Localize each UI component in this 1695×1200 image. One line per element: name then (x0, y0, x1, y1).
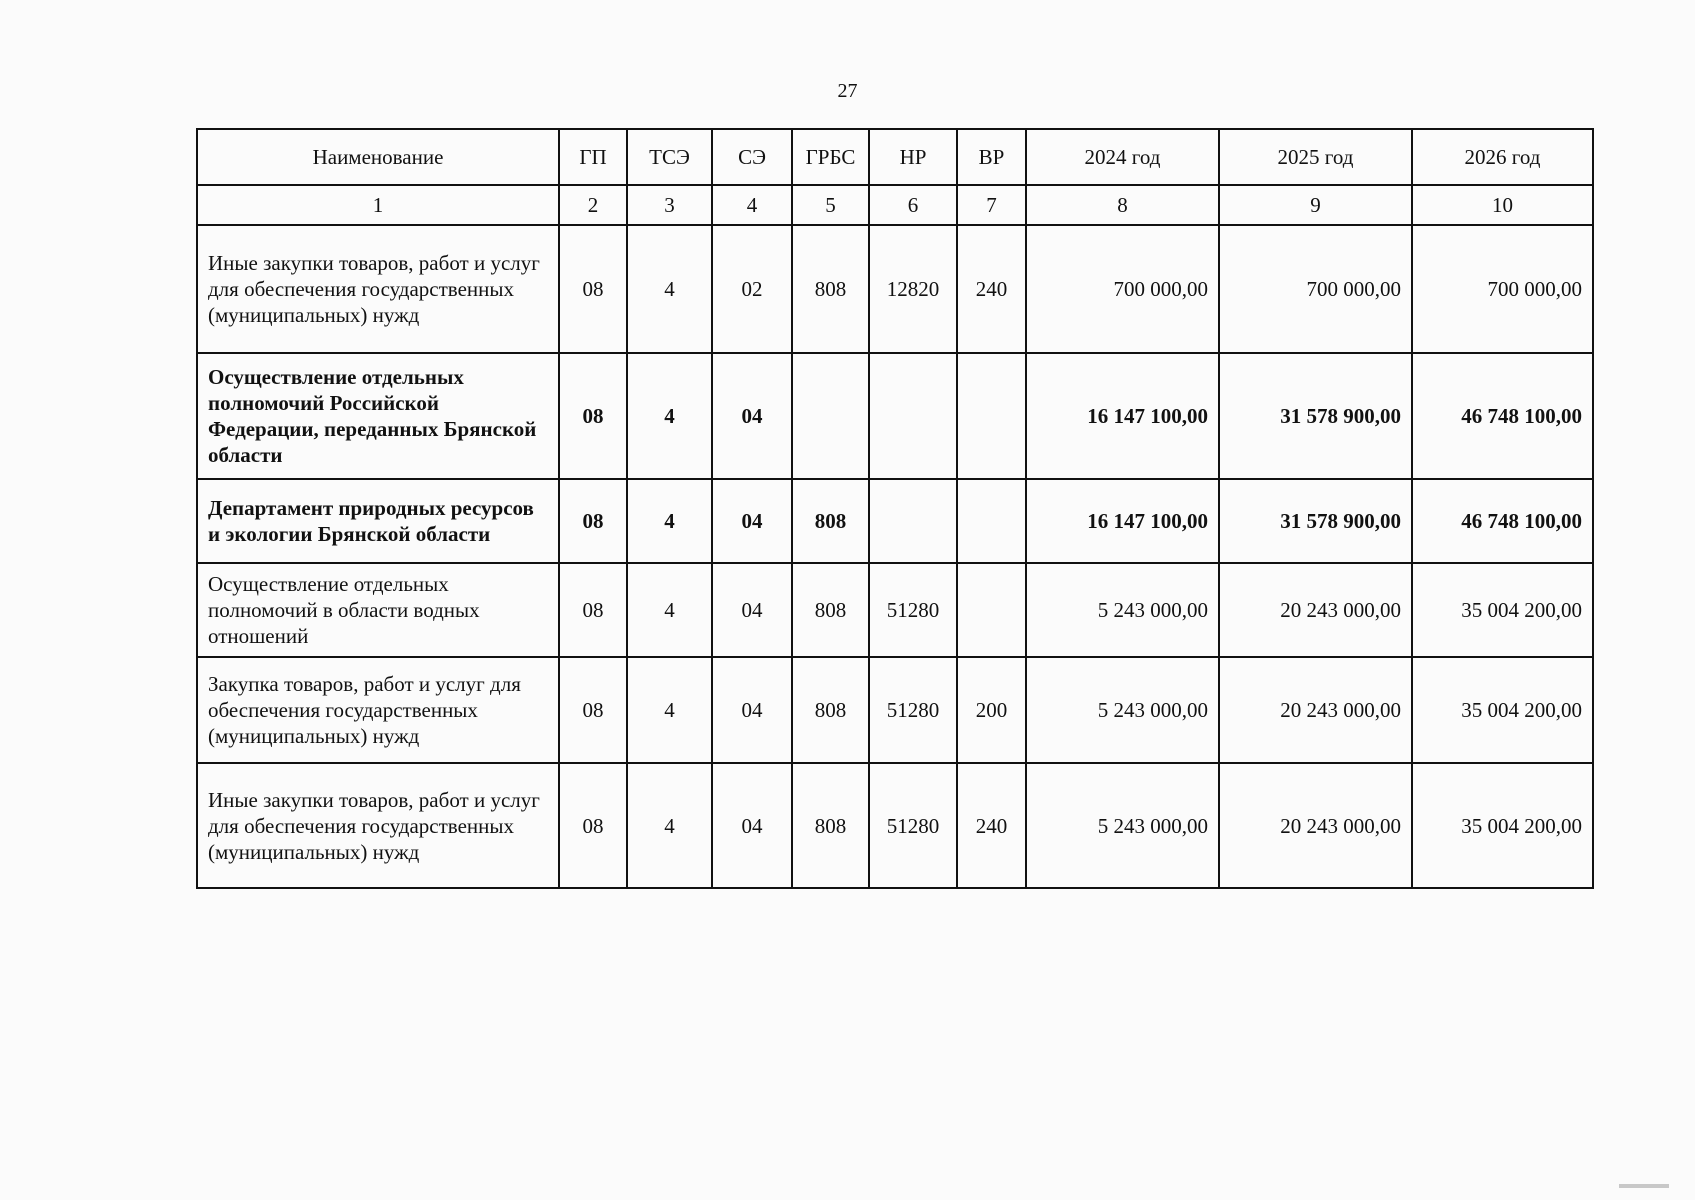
cell-gp: 08 (559, 657, 627, 763)
cell-nr: 51280 (869, 563, 957, 657)
row-name: Осуществление отдельных полномочий в области водных отношений (197, 563, 559, 657)
cell-se: 04 (712, 353, 792, 479)
cell-2026: 35 004 200,00 (1412, 657, 1593, 763)
cell-tse: 4 (627, 353, 712, 479)
cell-gp: 08 (559, 353, 627, 479)
cell-tse: 4 (627, 563, 712, 657)
column-number: 8 (1026, 185, 1219, 225)
header-cell-vr: ВР (957, 129, 1026, 185)
header-cell-gp: ГП (559, 129, 627, 185)
table-row (197, 657, 1593, 763)
header-cell-se: СЭ (712, 129, 792, 185)
cell-2024: 5 243 000,00 (1026, 657, 1219, 763)
cell-vr: 240 (957, 225, 1026, 353)
column-number: 2 (559, 185, 627, 225)
cell-nr: 51280 (869, 657, 957, 763)
cell-2024: 16 147 100,00 (1026, 353, 1219, 479)
cell-2025: 20 243 000,00 (1219, 657, 1412, 763)
cell-grbs: 808 (792, 657, 869, 763)
column-number: 4 (712, 185, 792, 225)
cell-tse: 4 (627, 657, 712, 763)
cell-2024: 16 147 100,00 (1026, 479, 1219, 563)
cell-grbs: 808 (792, 563, 869, 657)
cell-vr (957, 353, 1026, 479)
cell-2025: 31 578 900,00 (1219, 353, 1412, 479)
cell-gp: 08 (559, 479, 627, 563)
cell-grbs: 808 (792, 763, 869, 888)
column-number: 3 (627, 185, 712, 225)
row-name: Департамент природных ресурсов и экологии Брянской области (197, 479, 559, 563)
table-row (197, 353, 1593, 479)
cell-nr: 51280 (869, 763, 957, 888)
cell-se: 04 (712, 657, 792, 763)
cell-tse: 4 (627, 763, 712, 888)
column-number: 1 (197, 185, 559, 225)
cell-nr (869, 353, 957, 479)
scan-stamp-mark (1619, 1184, 1669, 1188)
header-cell-grbs: ГРБС (792, 129, 869, 185)
cell-gp: 08 (559, 763, 627, 888)
row-name: Осуществление отдельных полномочий Российской Федерации, переданных Брянской области (197, 353, 559, 479)
cell-se: 04 (712, 479, 792, 563)
cell-2026: 46 748 100,00 (1412, 479, 1593, 563)
cell-2025: 20 243 000,00 (1219, 563, 1412, 657)
budget-table (196, 128, 1594, 889)
table-row (197, 563, 1593, 657)
cell-se: 02 (712, 225, 792, 353)
header-cell-name: Наименование (197, 129, 559, 185)
row-name: Иные закупки товаров, работ и услуг для обеспечения государственных (муниципальных) нужд (197, 763, 559, 888)
cell-tse: 4 (627, 225, 712, 353)
cell-2025: 700 000,00 (1219, 225, 1412, 353)
cell-vr (957, 479, 1026, 563)
table-row (197, 763, 1593, 888)
cell-gp: 08 (559, 225, 627, 353)
row-name: Закупка товаров, работ и услуг для обеспечения государственных (муниципальных) нужд (197, 657, 559, 763)
column-number: 6 (869, 185, 957, 225)
cell-se: 04 (712, 763, 792, 888)
cell-vr (957, 563, 1026, 657)
column-number: 10 (1412, 185, 1593, 225)
cell-2024: 5 243 000,00 (1026, 563, 1219, 657)
cell-2024: 700 000,00 (1026, 225, 1219, 353)
cell-2025: 31 578 900,00 (1219, 479, 1412, 563)
page-number: 27 (837, 80, 858, 102)
cell-2026: 700 000,00 (1412, 225, 1593, 353)
cell-nr: 12820 (869, 225, 957, 353)
row-name: Иные закупки товаров, работ и услуг для обеспечения государственных (муниципальных) нужд (197, 225, 559, 353)
header-cell-2024: 2024 год (1026, 129, 1219, 185)
cell-2025: 20 243 000,00 (1219, 763, 1412, 888)
cell-gp: 08 (559, 563, 627, 657)
cell-grbs: 808 (792, 225, 869, 353)
cell-2026: 35 004 200,00 (1412, 563, 1593, 657)
column-number: 7 (957, 185, 1026, 225)
header-cell-nr: НР (869, 129, 957, 185)
header-row (197, 129, 1593, 185)
table-row (197, 225, 1593, 353)
cell-2026: 46 748 100,00 (1412, 353, 1593, 479)
cell-2026: 35 004 200,00 (1412, 763, 1593, 888)
header-cell-2025: 2025 год (1219, 129, 1412, 185)
column-numbering-row (197, 185, 1593, 225)
cell-se: 04 (712, 563, 792, 657)
cell-2024: 5 243 000,00 (1026, 763, 1219, 888)
column-number: 9 (1219, 185, 1412, 225)
table-row (197, 479, 1593, 563)
cell-grbs (792, 353, 869, 479)
cell-nr (869, 479, 957, 563)
cell-vr: 240 (957, 763, 1026, 888)
cell-tse: 4 (627, 479, 712, 563)
cell-grbs: 808 (792, 479, 869, 563)
column-number: 5 (792, 185, 869, 225)
header-cell-2026: 2026 год (1412, 129, 1593, 185)
header-cell-tse: ТСЭ (627, 129, 712, 185)
cell-vr: 200 (957, 657, 1026, 763)
